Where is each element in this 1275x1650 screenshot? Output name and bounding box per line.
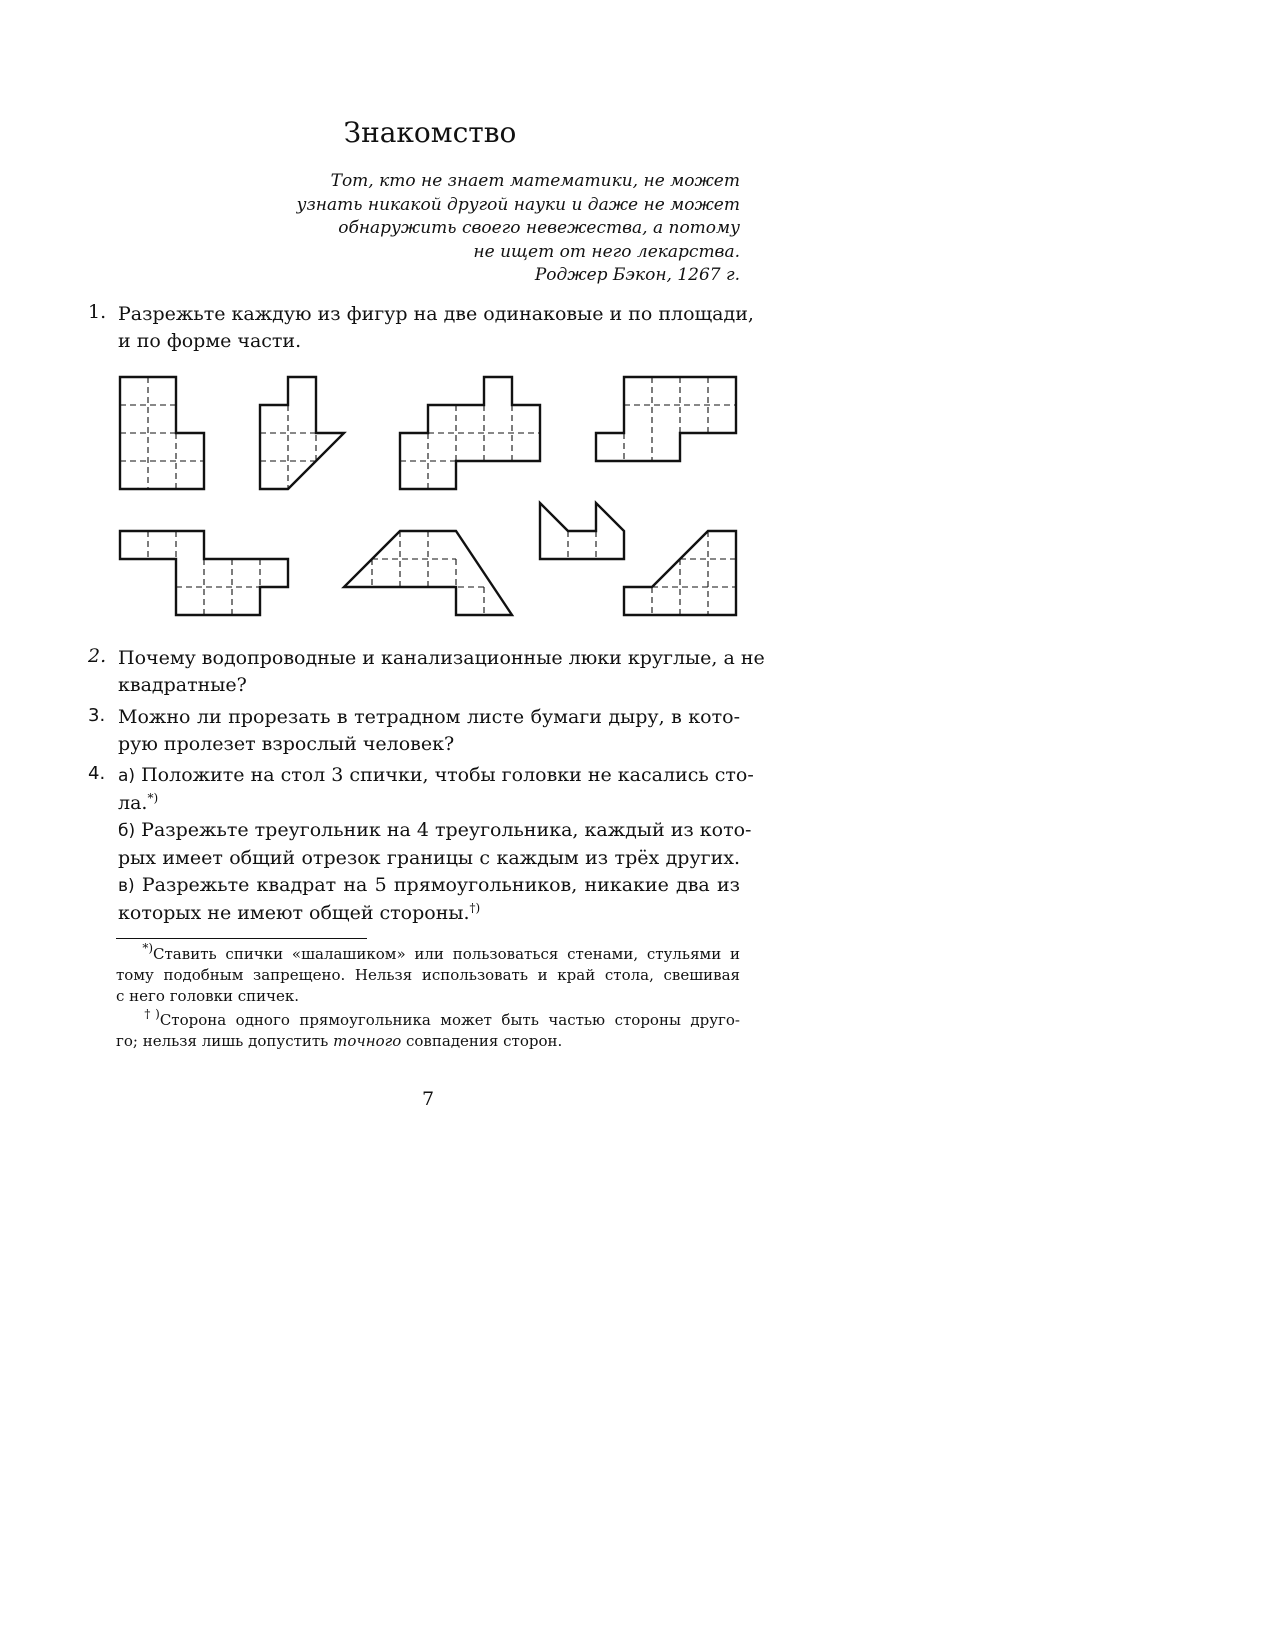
part-text: Положите на стол 3 спички, чтобы головки не касались сто- [141,764,754,786]
problem-text [118,704,740,758]
part-text: которых не имеют общей стороны. [118,902,470,924]
problem-line: и по форме части. [118,330,302,352]
problem-line: квадратные? [118,674,247,696]
section-title: Знакомство [343,116,517,149]
footnote-line: тому подобным запрещено. Нельзя использовать и край стола, свешивая [116,966,740,984]
part-label: в) [118,876,135,896]
figure-l-shape [120,377,204,489]
part-label: а) [118,766,136,786]
problem-line: рую пролезет взрослый человек? [118,733,455,755]
part-text: Разрежьте квадрат на 5 прямоугольников, никакие два из [141,874,740,896]
problem-line: Почему водопроводные и канализационные люки круглые, а не [118,647,765,669]
problem-text [118,817,752,927]
problem-line: рых имеет общий отрезок границы с каждым из трёх других. [118,847,740,869]
problem-line [118,872,740,900]
problem-line [118,900,740,927]
footnote-text: Сторона одного прямоугольника может быть частью стороны друго- [159,1011,740,1029]
figure-z-shape [120,531,288,615]
problem-line [118,762,754,790]
footnote-line [116,940,740,965]
footnote-ref[interactable]: †) [469,900,481,915]
problem-number: 4. [88,763,106,784]
problem-number: 2. [88,645,107,667]
footnote-text: Ставить спички «шалашиком» или пользоваться стенами, стульями и [153,945,740,963]
figure-two-peaks [540,503,624,559]
problem-number: 3. [88,705,106,726]
problem-line [118,790,740,817]
footnote-text: совпадения сторон. [401,1032,563,1050]
figure-stepped-shape [400,377,540,489]
footnote [116,940,740,1007]
problem-line: Разрежьте каждую из фигур на две одинаковые и по площади, [118,303,754,325]
problem-line [118,817,752,845]
problem-text [118,762,754,817]
epigraph-line: Тот, кто не знает математики, не может [330,171,740,191]
problem-text [118,645,765,699]
footnote-ref[interactable]: *) [147,790,159,805]
footnote-emphasis: точного [333,1032,402,1050]
footnote-rule [116,938,367,939]
part-text: ла. [118,792,148,814]
epigraph-line: узнать никакой другой науки и даже не может [296,194,740,215]
part-label: б) [118,821,136,841]
figure-slanted-shape [344,531,512,615]
figure-wide-step [596,377,736,461]
epigraph-line: не ищет от него лекарства. [473,241,740,262]
footnote-text: го; нельзя лишь допустить [116,1032,334,1050]
epigraph-attribution: Роджер Бэкон, 1267 г. [534,265,740,286]
footnote-mark: *) [142,940,154,955]
figure-tower-triangle [260,377,344,489]
problem-number: 1. [88,301,107,323]
footnote-line [116,1031,740,1052]
page-number: 7 [421,1088,435,1110]
part-text: Разрежьте треугольник на 4 треугольника, каждый из кото- [141,819,752,841]
figure-stair-triangle [624,531,736,615]
footnote [116,1006,740,1052]
footnote-mark: †) [144,1006,160,1021]
epigraph-line: обнаружить своего невежества, а потому [338,218,740,239]
footnote-line [116,1006,740,1031]
footnote-line: с него головки спичек. [116,987,300,1005]
problem-line: Можно ли прорезать в тетрадном листе бумаги дыру, в кото- [118,706,740,728]
